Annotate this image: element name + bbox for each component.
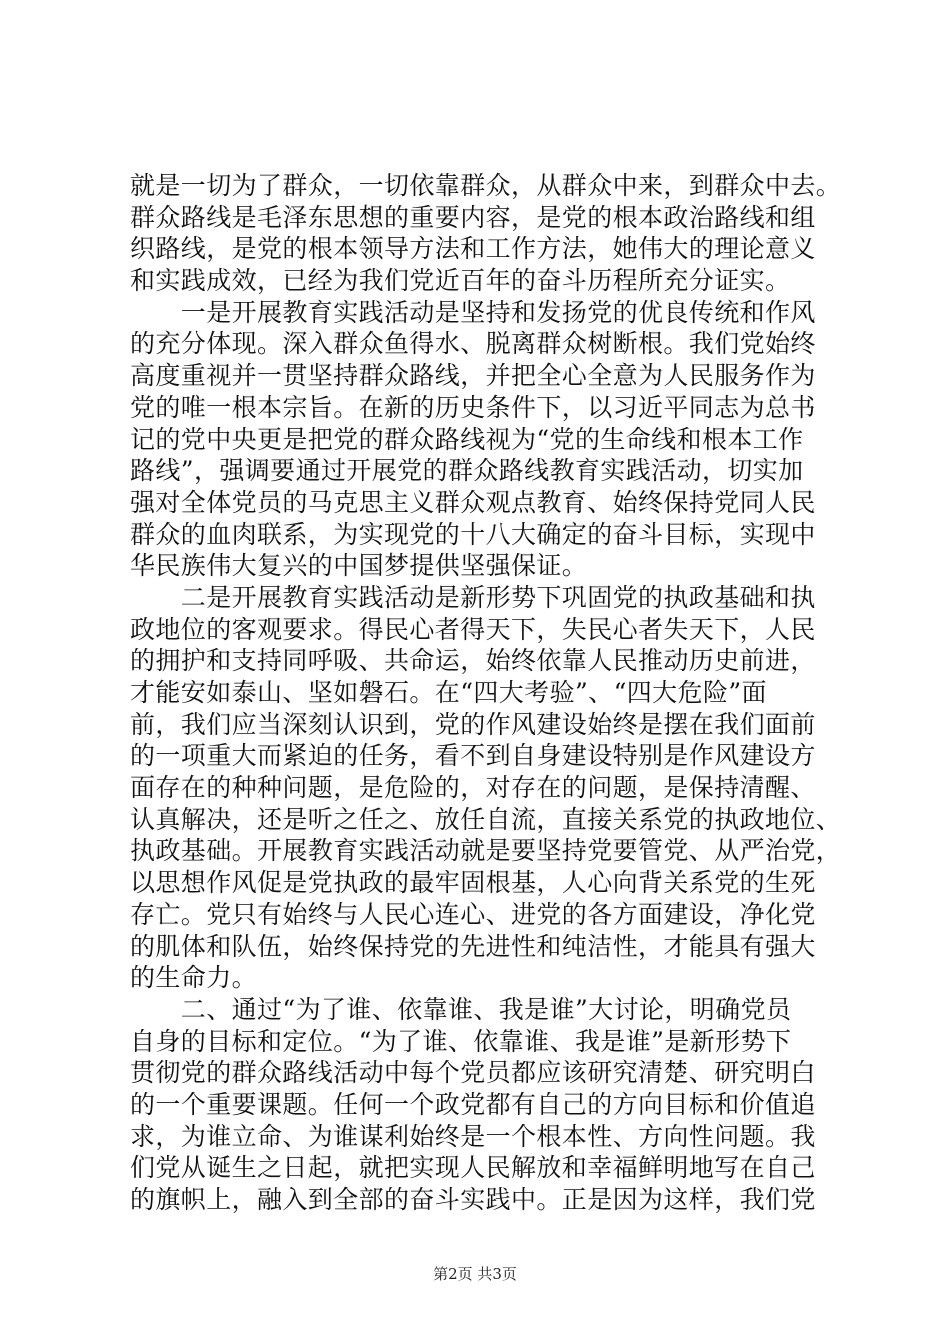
- text-line: 以思想作风促是党执政的最牢固根基，人心向背关系党的生死: [130, 868, 816, 898]
- text-line: 执政基础。开展教育实践活动就是要坚持党要管党、从严治党，: [130, 836, 842, 866]
- text-line: 才能安如泰山、坚如磐石。在“四大考验”、“四大危险”面: [130, 678, 767, 707]
- text-line: 党的唯一根本宗旨。在新的历史条件下，以习近平同志为总书: [130, 392, 816, 422]
- text-line: 华民族伟大复兴的中国梦提供坚强保证。: [130, 551, 588, 581]
- text-line: 织路线，是党的根本领导方法和工作方法，她伟大的理论意义: [130, 234, 816, 264]
- text-line: 就是一切为了群众，一切依靠群众，从群众中来，到群众中去。: [130, 171, 842, 200]
- text-line: 高度重视并一贯坚持群众路线，并把全心全意为人民服务作为: [130, 361, 816, 391]
- text-line: 的一项重大而紧迫的任务，看不到自身建设特别是作风建设方: [130, 741, 816, 771]
- text-line: 一是开展教育实践活动是坚持和发扬党的优良传统和作风: [130, 297, 816, 327]
- text-line: 的旗帜上，融入到全部的奋斗实践中。正是因为这样，我们党: [130, 1185, 816, 1214]
- text-line: 的肌体和队伍，始终保持党的先进性和纯洁性，才能具有强大: [130, 931, 816, 961]
- text-line: 前，我们应当深刻认识到，党的作风建设始终是摆在我们面前: [130, 709, 816, 739]
- text-line: 认真解决，还是听之任之、放任自流，直接关系党的执政地位、: [130, 804, 842, 834]
- text-line: 路线”，强调要通过开展党的群众路线教育实践活动，切实加: [130, 456, 804, 486]
- text-line: 的生命力。: [130, 963, 258, 993]
- text-line: 政地位的客观要求。得民心者得天下，失民心者失天下，人民: [130, 614, 816, 644]
- text-line: 和实践成效，已经为我们党近百年的奋斗历程所充分证实。: [130, 266, 791, 296]
- text-line: 的拥护和支持同呼吸、共命运，始终依靠人民推动历史前进，: [130, 646, 816, 676]
- page-number: 第2页 共3页: [433, 1265, 517, 1283]
- text-line: 二、通过“为了谁、依靠谁、我是谁”大讨论，明确党员: [130, 994, 792, 1024]
- text-line: 二是开展教育实践活动是新形势下巩固党的执政基础和执: [130, 582, 816, 612]
- text-line: 的一个重要课题。任何一个政党都有自己的方向目标和价值追: [130, 1089, 816, 1119]
- text-line: 强对全体党员的马克思主义群众观点教育、始终保持党同人民: [130, 487, 816, 517]
- text-line: 贯彻党的群众路线活动中每个党员都应该研究清楚、研究明白: [130, 1058, 816, 1088]
- text-line: 记的党中央更是把党的群众路线视为“党的生命线和根本工作: [130, 424, 804, 454]
- text-line: 自身的目标和定位。“为了谁、依靠谁、我是谁”是新形势下: [130, 1026, 792, 1056]
- text-line: 求，为谁立命、为谁谋利始终是一个根本性、方向性问题。我: [130, 1121, 816, 1151]
- text-line: 的充分体现。深入群众鱼得水、脱离群众树断根。我们党始终: [130, 329, 816, 359]
- text-line: 们党从诞生之日起，就把实现人民解放和幸福鲜明地写在自己: [130, 1153, 816, 1183]
- text-line: 群众路线是毛泽东思想的重要内容，是党的根本政治路线和组: [130, 202, 816, 232]
- text-line: 群众的血肉联系，为实现党的十八大确定的奋斗目标，实现中: [130, 519, 816, 549]
- text-line: 存亡。党只有始终与人民心连心、进党的各方面建设，净化党: [130, 899, 816, 929]
- body-text: [130, 170, 842, 1216]
- text-line: 面存在的种种问题，是危险的，对存在的问题，是保持清醒、: [130, 773, 816, 803]
